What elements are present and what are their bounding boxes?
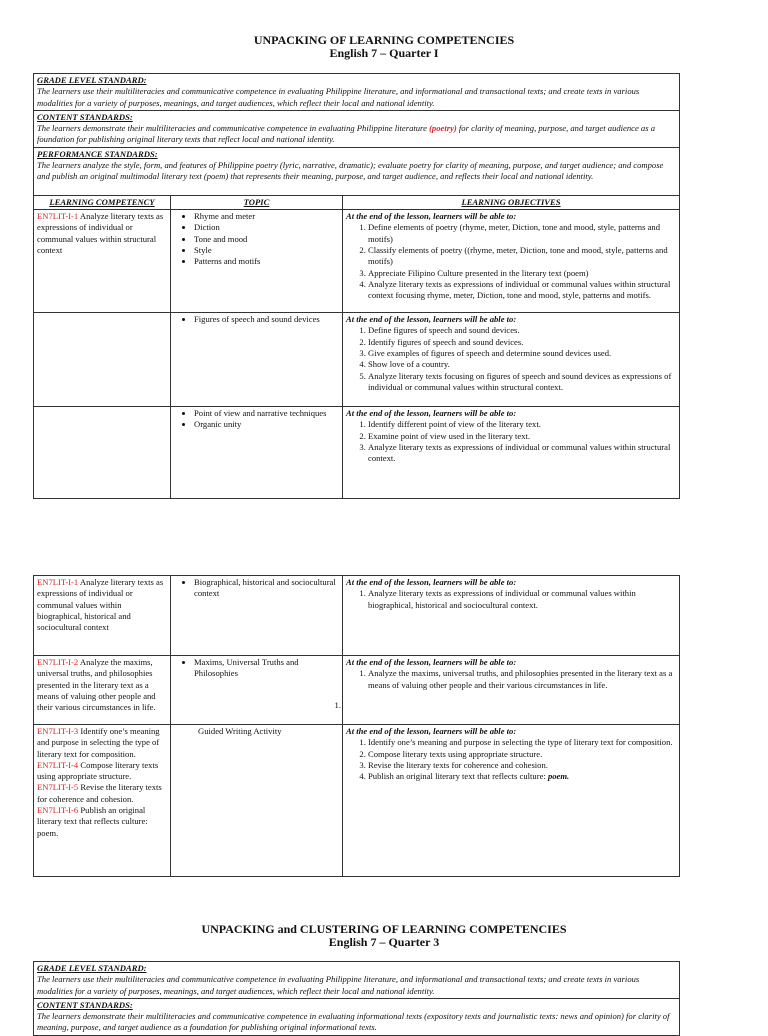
topic-cell bbox=[171, 313, 343, 407]
objective-item: 4. Analyze literary texts as expressions of individual or communal values within structural context focusing rhyme, meter, Diction, tone and mood, style, patterns and motifs. bbox=[368, 279, 676, 302]
objective-item: 2. Compose literary texts using appropriate structure. bbox=[368, 749, 676, 760]
competency-code: EN7LIT-I-1 bbox=[37, 577, 79, 587]
topic-cell bbox=[171, 576, 343, 656]
section3-table bbox=[33, 961, 680, 1036]
competency-entry bbox=[37, 760, 167, 783]
topic-item: • Tone and mood bbox=[194, 234, 339, 245]
col-header-objectives: LEARNING OBJECTIVES bbox=[343, 195, 680, 209]
competency-entry bbox=[37, 782, 167, 805]
objective-item: 5. Analyze literary texts focusing on figures of speech and sound devices as expressions of individual or communal values within structural context. bbox=[368, 371, 676, 394]
competency-cell bbox=[34, 210, 171, 313]
section1-table bbox=[33, 73, 680, 499]
competency-cell bbox=[34, 656, 171, 725]
content-standards-row bbox=[34, 110, 680, 147]
grade-level-text: The learners use their multiliteracies and communicative competence in evaluating Philippine literature, and informational and transactional texts; and create texts in various modalities for a variety of purposes, meanings, and target audiences, which reflect their local and national identity. bbox=[37, 974, 640, 996]
topic-item: • Rhyme and meter bbox=[194, 211, 339, 222]
objective-item: 2. Examine point of view used in the literary text. bbox=[368, 431, 676, 442]
objective-item: 1. Identify different point of view of the literary text. bbox=[368, 419, 676, 430]
objectives-lead: At the end of the lesson, learners will be able to: bbox=[346, 314, 517, 325]
table-row bbox=[34, 210, 680, 313]
objective-item: 4. Show love of a country. bbox=[368, 359, 676, 370]
content-standards-label: CONTENT STANDARDS: bbox=[37, 111, 133, 122]
content-standards-text: The learners demonstrate their multiliteracies and communicative competence in evaluating informational texts (expository texts and journalistic texts: news and opinion) for clarity of meaning, purpose, and target audience as a foundation for publishing original informational texts. bbox=[37, 1011, 670, 1033]
topic-plain: Guided Writing Activity bbox=[198, 726, 282, 736]
objective-item: 3. Give examples of figures of speech and determine sound devices used. bbox=[368, 348, 676, 359]
competency-entry bbox=[37, 805, 167, 839]
objectives-lead: At the end of the lesson, learners will be able to: bbox=[346, 577, 517, 587]
objectives-cell bbox=[343, 210, 680, 313]
performance-standards-text: The learners analyze the style, form, and features of Philippine poetry (lyric, narrative, dramatic); evaluate poetry for clarity of meaning, purpose, and target audience; and compose and publish an original multimodal literary text (poem) that represents their meaning, purpose, and target audience, and reflects their local and national identity. bbox=[37, 160, 664, 182]
objective-item: 3. Appreciate Filipino Culture presented in the literary text (poem) bbox=[368, 268, 676, 279]
objective-item: 1. Analyze literary texts as expressions of individual or communal values within biographical, historical and sociocultural context. bbox=[368, 588, 676, 611]
topic-cell bbox=[171, 725, 343, 877]
table-row bbox=[34, 656, 680, 725]
content-standards-row bbox=[34, 998, 680, 1035]
table-row bbox=[34, 407, 680, 499]
objective-item: 4. Publish an original literary text that reflects culture: poem. bbox=[368, 771, 676, 782]
competency-entry bbox=[37, 726, 167, 760]
performance-standards-label: PERFORMANCE STANDARDS: bbox=[37, 148, 158, 159]
objectives-cell bbox=[343, 725, 680, 877]
objectives-lead: At the end of the lesson, learners will be able to: bbox=[346, 408, 517, 419]
section2-table bbox=[33, 575, 680, 877]
grade-level-row bbox=[34, 962, 680, 999]
topic-cell bbox=[171, 656, 343, 725]
competency-cell bbox=[34, 576, 171, 656]
grade-level-row bbox=[34, 74, 680, 111]
topic-item: • Patterns and motifs bbox=[194, 256, 339, 267]
performance-standards-row bbox=[34, 147, 680, 195]
competency-text: Analyze literary texts as expressions of individual or communal values within structural context bbox=[37, 211, 164, 255]
table-row bbox=[34, 576, 680, 656]
topic-item: • Figures of speech and sound devices bbox=[194, 314, 339, 325]
objective-item: 2. Identify figures of speech and sound devices. bbox=[368, 337, 676, 348]
competency-code: EN7LIT-I-6 bbox=[37, 805, 79, 816]
topic-cell bbox=[171, 407, 343, 499]
objectives-lead: At the end of the lesson, learners will be able to: bbox=[346, 657, 517, 667]
topic-item: • Maxims, Universal Truths and Philosophies bbox=[194, 657, 339, 680]
content-standards-label: CONTENT STANDARDS: bbox=[37, 999, 133, 1010]
objective-item: 1. Identify one’s meaning and purpose in selecting the type of literary text for composition. bbox=[368, 737, 676, 748]
topic-item: • Organic unity bbox=[194, 419, 339, 430]
grade-level-text: The learners use their multiliteracies and communicative competence in evaluating Philippine literature, and informational and transactional texts; and create texts in various modalities for a variety of purposes, meanings, and target audiences, which reflect their local and national identity. bbox=[37, 86, 640, 108]
objective-item: 1. Define elements of poetry (rhyme, meter, Diction, tone and mood, style, patterns and motifs) bbox=[368, 222, 676, 245]
objective-item: 1. Analyze the maxims, universal truths, and philosophies presented in the literary text as a means of valuing other people and their various circumstances in life. bbox=[368, 668, 676, 691]
table-row bbox=[34, 313, 680, 407]
competency-cell bbox=[34, 407, 171, 499]
objective-item: 1. Define figures of speech and sound devices. bbox=[368, 325, 676, 336]
objectives-cell bbox=[343, 656, 680, 725]
objective-item: 3. Analyze literary texts as expressions of individual or communal values within structural context. bbox=[368, 442, 676, 465]
topic-cell bbox=[171, 210, 343, 313]
poetry-highlight: (poetry) bbox=[429, 123, 457, 134]
grade-level-label: GRADE LEVEL STANDARD: bbox=[37, 75, 147, 85]
competency-cell bbox=[34, 725, 171, 877]
competency-code: EN7LIT-I-2 bbox=[37, 657, 79, 667]
competency-code: EN7LIT-I-5 bbox=[37, 782, 79, 793]
competency-text: Identify one’s meaning and purpose in selecting the type of literary text for composition. bbox=[37, 726, 160, 759]
objectives-lead: At the end of the lesson, learners will be able to: bbox=[346, 211, 517, 222]
objectives-cell bbox=[343, 313, 680, 407]
stray-list-number: 1. bbox=[334, 700, 341, 710]
competency-cell bbox=[34, 313, 171, 407]
column-header-row bbox=[34, 195, 680, 209]
competency-code: EN7LIT-I-1 bbox=[37, 211, 79, 222]
competency-code: EN7LIT-I-3 bbox=[37, 726, 79, 736]
competency-code: EN7LIT-I-4 bbox=[37, 759, 79, 770]
competency-text: Analyze the maxims, universal truths, and philosophies presented in the literary text as a means of valuing other people and their various circumstances in life. bbox=[37, 657, 156, 713]
competency-text: Revise the literary texts for coherence and cohesion. bbox=[37, 782, 162, 804]
competency-text: Compose literary texts using appropriate structure. bbox=[37, 759, 159, 782]
table-row bbox=[34, 725, 680, 877]
poem-emphasis: poem. bbox=[547, 771, 570, 782]
section3-title: UNPACKING and CLUSTERING OF LEARNING COMPETENCIES bbox=[201, 922, 567, 936]
section1-title: UNPACKING OF LEARNING COMPETENCIES bbox=[253, 33, 515, 47]
grade-level-label: GRADE LEVEL STANDARD: bbox=[37, 963, 147, 973]
topic-item: • Biographical, historical and sociocultural context bbox=[194, 577, 339, 600]
section3-subtitle: English 7 – Quarter 3 bbox=[328, 935, 440, 949]
topic-item: • Diction bbox=[194, 222, 339, 233]
objectives-cell bbox=[343, 407, 680, 499]
objectives-cell bbox=[343, 576, 680, 656]
objective-item: 2. Classify elements of poetry ((rhyme, meter, Diction, tone and mood, style, patterns and motifs) bbox=[368, 245, 676, 268]
content-standards-text: The learners demonstrate their multiliteracies and communicative competence in evaluating Philippine literature (poetry) for clarity of meaning, purpose, and target audience as a foundation for publishing original literary texts that reflect local and national identity. bbox=[37, 123, 656, 145]
section1-subtitle: English 7 – Quarter I bbox=[329, 46, 439, 60]
col-header-topic: TOPIC bbox=[171, 195, 343, 209]
objectives-lead: At the end of the lesson, learners will be able to: bbox=[346, 726, 517, 736]
objective-item: 3. Revise the literary texts for coherence and cohesion. bbox=[368, 760, 676, 771]
topic-item: • Point of view and narrative techniques bbox=[194, 408, 339, 419]
topic-item: • Style bbox=[194, 245, 339, 256]
col-header-competency: LEARNING COMPETENCY bbox=[34, 195, 171, 209]
competency-text: Publish an original literary text that reflects culture: poem. bbox=[37, 805, 148, 838]
competency-text: Analyze literary texts as expressions of individual or communal values within biographical, historical and sociocultural context bbox=[37, 577, 164, 633]
